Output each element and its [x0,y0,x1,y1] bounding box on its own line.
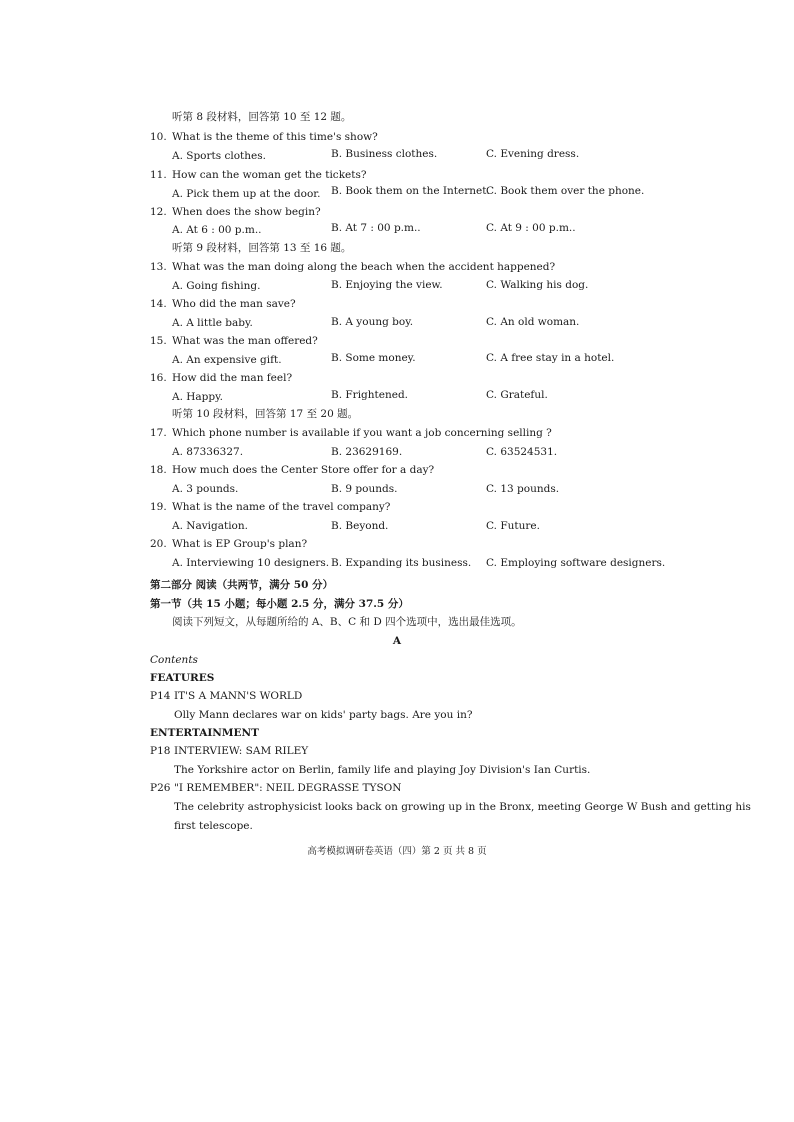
option-c: C. 13 pounds. [486,483,560,495]
question-18 [150,464,434,477]
contents-entry-p14 [150,690,302,703]
option-c: C. Book them over the phone. [486,185,645,197]
reading-instruction: 阅读下列短文，从每题所给的 A、B、C 和 D 四个选项中，选出最佳选项。 [172,616,522,628]
option-c: C. Evening dress. [486,148,580,160]
question-text: How did the man feel? [172,372,293,384]
option-c: C. A free stay in a hotel. [486,352,615,364]
question-16 [150,372,292,385]
option-c: C. Employing software designers. [486,557,666,569]
option-b: B. Some money. [331,352,416,364]
question-19 [150,501,390,514]
question-number: 16. [150,372,167,384]
part-two-title: 第二部分 阅读（共两节，满分 50 分） [150,579,334,591]
section-instruction-10-12: 听第 8 段材料，回答第 10 至 12 题。 [172,111,352,123]
passage-label: A [392,635,402,647]
question-number: 11. [150,169,167,181]
question-number: 19. [150,501,167,513]
question-text: What was the man doing along the beach when the accident happened? [172,261,556,273]
question-20 [150,538,307,551]
entertainment-heading: ENTERTAINMENT [150,727,259,739]
option-a: A. At 6 : 00 p.m.. [172,224,262,236]
question-10 [150,131,378,144]
option-a: A. Going fishing. [172,280,261,292]
question-text: When does the show begin? [172,206,321,218]
option-a: A. A little baby. [172,317,253,329]
question-number: 12. [150,206,167,218]
entry-description: The Yorkshire actor on Berlin, family life and playing Joy Division's Ian Curtis. [174,764,591,776]
option-a: A. Sports clothes. [172,150,266,162]
question-text: What is the name of the travel company? [172,501,391,513]
entry-description: The celebrity astrophysicist looks back on growing up in the Bronx, meeting George W Bush and getting his [174,801,751,813]
contents-entry-p26 [150,782,401,795]
option-b: B. Frightened. [331,389,409,401]
option-a: A. Navigation. [172,520,248,532]
question-number: 17. [150,427,167,439]
question-number: 20. [150,538,167,550]
question-number: 13. [150,261,167,273]
entry-description-continued: first telescope. [174,820,253,832]
question-13 [150,261,555,274]
entry-title: "I REMEMBER": NEIL DEGRASSE TYSON [174,782,402,794]
page-number: P14 [150,690,171,702]
question-text: Which phone number is available if you want a job concerning selling ? [172,427,552,439]
option-b: B. At 7 : 00 p.m.. [331,222,421,234]
question-15 [150,335,318,348]
option-b: B. 23629169. [331,446,403,458]
option-a: A. Interviewing 10 designers. [172,557,330,569]
question-text: What is EP Group's plan? [172,538,308,550]
question-number: 10. [150,131,167,143]
option-b: B. 9 pounds. [331,483,398,495]
contents-heading: Contents [150,654,198,666]
option-b: B. Business clothes. [331,148,438,160]
entry-title: IT'S A MANN'S WORLD [174,690,303,702]
question-text: Who did the man save? [172,298,296,310]
option-c: C. An old woman. [486,316,580,328]
question-17 [150,427,552,440]
page-number: P26 [150,782,171,794]
contents-entry-p18 [150,745,308,758]
question-text: What is the theme of this time's show? [172,131,378,143]
option-a: A. 3 pounds. [172,483,239,495]
option-b: B. Beyond. [331,520,389,532]
option-a: A. Happy. [172,391,223,403]
option-b: B. Expanding its business. [331,557,472,569]
question-14 [150,298,296,311]
section-one-title: 第一节（共 15 小题；每小题 2.5 分，满分 37.5 分） [150,598,409,610]
page-footer: 高考模拟调研卷英语（四）第 2 页 共 8 页 [307,846,487,857]
question-number: 15. [150,335,167,347]
question-number: 14. [150,298,167,310]
entry-description: Olly Mann declares war on kids' party bags. Are you in? [174,709,473,721]
option-a: A. 87336327. [172,446,244,458]
section-instruction-17-20: 听第 10 段材料，回答第 17 至 20 题。 [172,408,359,420]
option-b: B. A young boy. [331,316,414,328]
question-text: How can the woman get the tickets? [172,169,367,181]
option-c: C. Grateful. [486,389,548,401]
option-c: C. Walking his dog. [486,279,589,291]
option-c: C. At 9 : 00 p.m.. [486,222,576,234]
option-a: A. Pick them up at the door. [172,188,321,200]
question-text: What was the man offered? [172,335,318,347]
option-b: B. Enjoying the view. [331,279,443,291]
page-number: P18 [150,745,171,757]
section-instruction-13-16: 听第 9 段材料，回答第 13 至 16 题。 [172,242,352,254]
option-c: C. 63524531. [486,446,558,458]
option-c: C. Future. [486,520,540,532]
features-heading: FEATURES [150,672,215,684]
question-text: How much does the Center Store offer for a day? [172,464,435,476]
option-a: A. An expensive gift. [172,354,282,366]
entry-title: INTERVIEW: SAM RILEY [174,745,309,757]
question-12 [150,206,321,219]
question-number: 18. [150,464,167,476]
question-11 [150,169,367,182]
option-b: B. Book them on the Internet. [331,185,490,197]
